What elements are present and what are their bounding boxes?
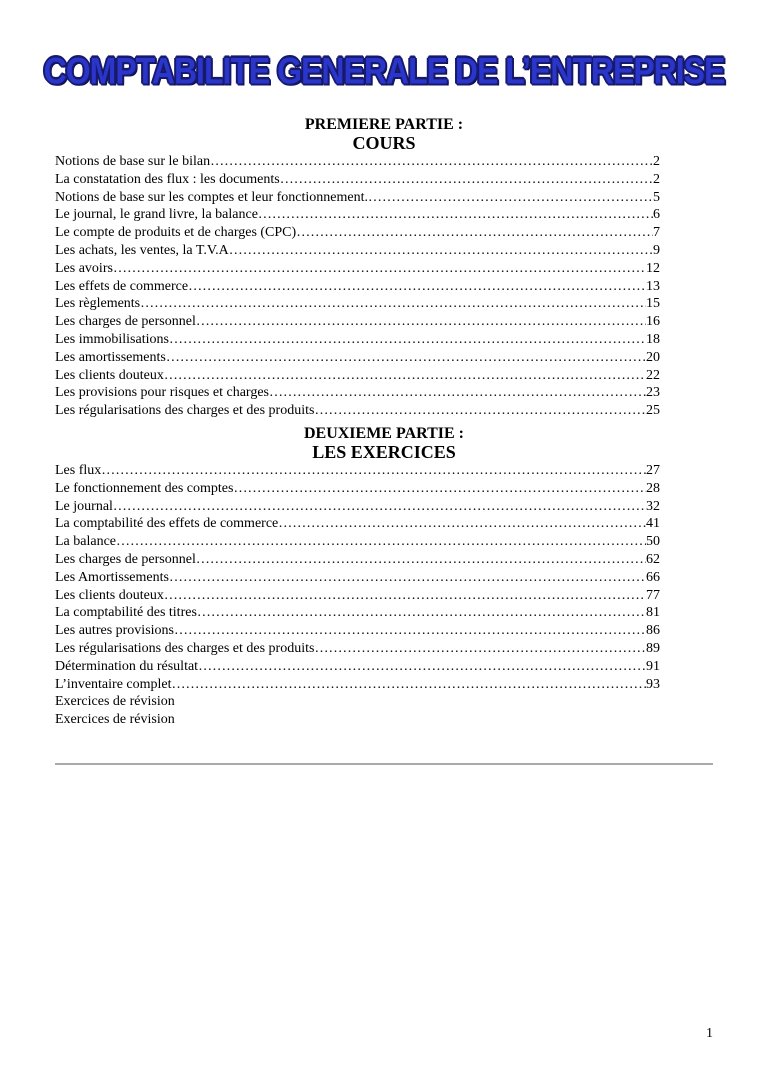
toc-entry-leader <box>188 278 646 296</box>
toc-entry-leader <box>280 171 653 189</box>
toc-entry-leader <box>368 189 653 207</box>
toc-entry-leader <box>113 260 646 278</box>
toc-entry-label: Les régularisations des charges et des produits <box>55 640 315 656</box>
toc-entry-page: 13 <box>646 278 660 294</box>
toc-entry-page: 5 <box>653 189 660 205</box>
toc-entry-page: 41 <box>646 516 660 532</box>
toc-entry-page: 7 <box>653 225 660 241</box>
toc-entry-page: 50 <box>646 534 660 550</box>
toc-entry <box>55 515 660 533</box>
toc-entry <box>55 402 660 420</box>
toc-entry-leader <box>169 331 646 349</box>
toc-entry-leader <box>164 367 646 385</box>
toc-entry-page: 2 <box>653 154 660 169</box>
toc-entry <box>55 367 660 385</box>
toc-entry <box>55 295 660 313</box>
toc-entry-page: 81 <box>646 605 660 621</box>
toc-entry-page: 22 <box>646 367 660 383</box>
toc-entry-page: 6 <box>653 207 660 223</box>
toc-entry <box>55 604 660 622</box>
toc-entry <box>55 242 660 260</box>
toc-entry-label: Le journal <box>55 498 113 514</box>
toc-entry-label: Le journal, le grand livre, la balance <box>55 207 258 223</box>
toc-entry <box>55 171 660 189</box>
toc-entry <box>55 693 660 711</box>
toc-entry-label: Détermination du résultat <box>55 658 199 674</box>
toc-entry-page: 20 <box>646 349 660 365</box>
toc-entry-leader <box>169 569 646 587</box>
toc-entry-page: 91 <box>646 658 660 674</box>
toc-entry <box>55 153 660 171</box>
part2-heading <box>0 425 768 461</box>
toc-entry-leader <box>233 480 646 498</box>
toc-entry-page: 93 <box>646 676 660 692</box>
part2-toc <box>55 462 660 729</box>
page-number: 1 <box>706 1026 713 1041</box>
toc-entry-page: 66 <box>646 569 660 585</box>
toc-entry-label: Les charges de personnel <box>55 314 196 330</box>
toc-entry-leader <box>197 604 646 622</box>
toc-entry-label: Les clients douteux <box>55 367 164 383</box>
toc-entry <box>55 658 660 676</box>
toc-entry-label: Les Amortissements <box>55 569 169 585</box>
toc-entry <box>55 551 660 569</box>
toc-entry-leader <box>164 587 646 605</box>
toc-entry-label: La comptabilité des titres <box>55 605 197 621</box>
toc-entry <box>55 189 660 207</box>
toc-entry-label: La constatation des flux : les documents <box>55 171 280 187</box>
toc-entry-label: Notions de base sur les comptes et leur fonctionnement. <box>55 189 368 205</box>
toc-entry <box>55 480 660 498</box>
toc-entry <box>55 498 660 516</box>
toc-entry-page: 77 <box>646 587 660 603</box>
toc-entry-label: Exercices de révision <box>55 694 175 710</box>
toc-entry-leader <box>278 515 646 533</box>
toc-entry-label: La comptabilité des effets de commerce <box>55 516 279 532</box>
toc-entry <box>55 349 660 367</box>
toc-entry <box>55 533 660 551</box>
part2-heading-line1: DEUXIEME PARTIE : <box>303 425 465 442</box>
toc-entry-label: Exercices de révision <box>55 712 175 728</box>
toc-entry-page: 23 <box>646 385 660 401</box>
toc-entry-label: Les effets de commerce <box>55 278 189 294</box>
toc-entry-label: Les amortissements <box>55 349 166 365</box>
toc-entry-label: Les avoirs <box>55 260 113 276</box>
toc-entry-label: Les charges de personnel <box>55 551 196 567</box>
toc-entry-page: 62 <box>646 551 660 567</box>
toc-entry-leader <box>210 153 653 171</box>
toc-entry-label: Les flux <box>55 463 102 478</box>
toc-entry-page: 16 <box>646 314 660 330</box>
toc-entry-label: Les autres provisions <box>55 623 174 639</box>
toc-entry <box>55 711 660 729</box>
toc-entry-label: Les clients douteux <box>55 587 164 603</box>
part1-toc <box>55 153 660 420</box>
toc-entry-page: 25 <box>646 403 660 419</box>
toc-entry-label: Le compte de produits et de charges (CPC) <box>55 225 297 241</box>
toc-entry-label: Les provisions pour risques et charges <box>55 385 269 401</box>
part1-heading <box>0 116 768 152</box>
toc-entry <box>55 569 660 587</box>
document-title: COMPTABILITE GENERALE DE L’ENTREPRISE <box>43 50 725 92</box>
toc-entry-page: 32 <box>646 498 660 514</box>
toc-entry <box>55 260 660 278</box>
toc-entry-leader <box>269 384 646 402</box>
toc-entry <box>55 640 660 658</box>
toc-entry <box>55 313 660 331</box>
toc-entry-label: La balance <box>55 534 117 550</box>
toc-entry-page: 15 <box>646 296 660 312</box>
toc-entry-leader <box>140 295 646 313</box>
toc-entry-label: L’inventaire complet <box>55 676 172 692</box>
toc-entry-leader <box>113 498 646 516</box>
toc-entry-page: 86 <box>646 623 660 639</box>
toc-entry <box>55 206 660 224</box>
toc-entry-page: 89 <box>646 640 660 656</box>
toc-entry <box>55 224 660 242</box>
part2-heading-line2: LES EXERCICES <box>312 442 456 462</box>
toc-entry-page: 18 <box>646 331 660 347</box>
toc-entry-page: 2 <box>653 171 660 187</box>
toc-entry <box>55 278 660 296</box>
toc-entry-leader <box>314 640 646 658</box>
toc-entry-leader <box>258 206 653 224</box>
part1-heading-line2: COURS <box>352 133 416 153</box>
toc-entry <box>55 622 660 640</box>
toc-entry <box>55 462 660 480</box>
toc-entry <box>55 331 660 349</box>
toc-entry-page: 12 <box>646 260 660 276</box>
toc-entry-page: 27 <box>646 463 660 478</box>
horizontal-rule <box>55 763 713 765</box>
toc-entry-label: Notions de base sur le bilan <box>55 154 211 169</box>
toc-entry-leader <box>296 224 653 242</box>
toc-entry-label: Les régularisations des charges et des produits <box>55 403 315 419</box>
toc-entry-page: 28 <box>646 480 660 496</box>
toc-entry <box>55 676 660 694</box>
toc-entry-page: 9 <box>653 242 660 258</box>
toc-entry-leader <box>196 551 646 569</box>
toc-entry-label: Les achats, les ventes, la T.V.A <box>55 242 229 258</box>
toc-entry-label: Les immobilisations <box>55 331 169 347</box>
toc-entry-label: Le fonctionnement des comptes <box>55 480 234 496</box>
toc-entry-leader <box>229 242 653 260</box>
toc-entry <box>55 384 660 402</box>
part1-heading-line1: PREMIERE PARTIE : <box>304 116 464 133</box>
toc-entry-leader <box>166 349 646 367</box>
toc-entry-leader <box>198 658 646 676</box>
toc-entry-leader <box>101 462 646 480</box>
toc-entry-leader <box>174 622 646 640</box>
toc-entry-leader <box>116 533 646 551</box>
toc-entry <box>55 587 660 605</box>
toc-entry-label: Les règlements <box>55 296 141 312</box>
toc-entry-leader <box>196 313 646 331</box>
toc-entry-leader <box>172 676 647 694</box>
toc-entry-leader <box>314 402 646 420</box>
